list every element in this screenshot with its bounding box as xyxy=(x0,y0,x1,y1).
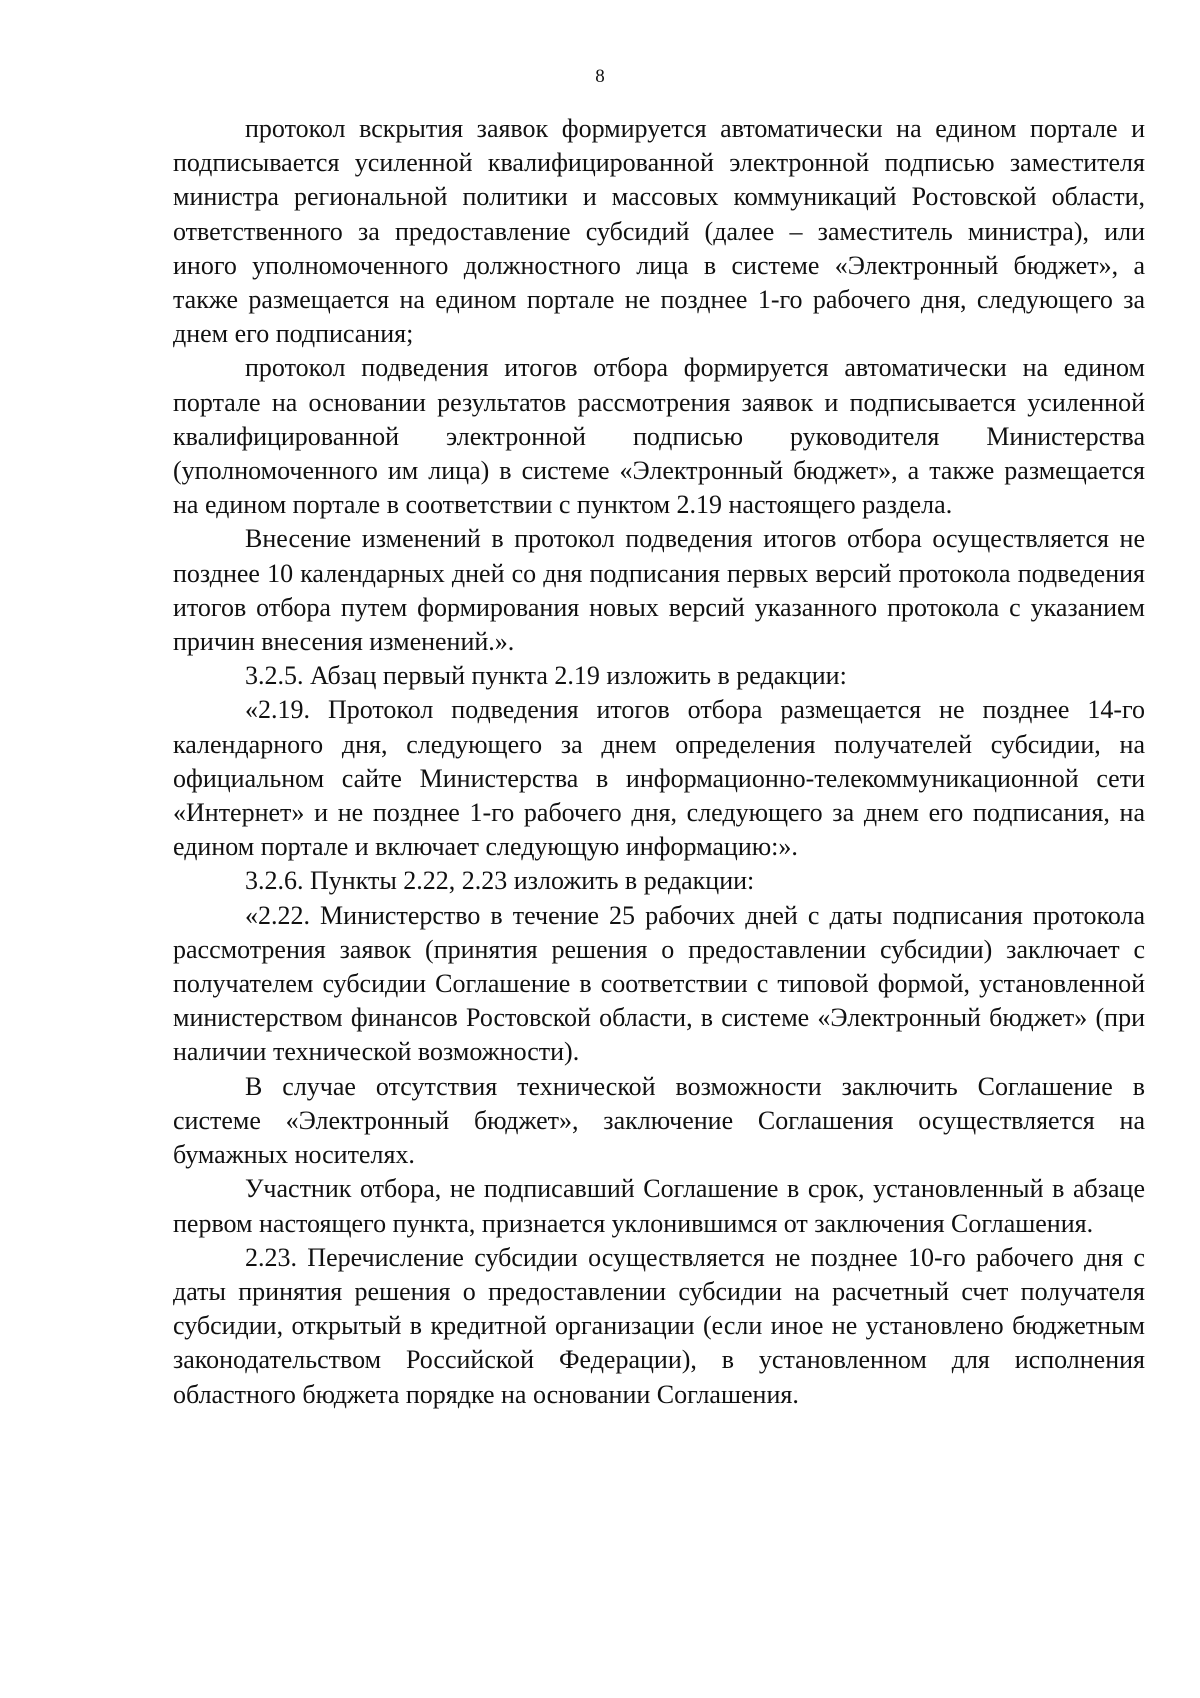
paragraph-protocol-changes: Внесение изменений в протокол подведения итогов отбора осуществляется не позднее 10 календарных дней со дня подписания первых версий протокола подведения итогов отбора путем формирования новых версий указанного протокола с указанием причин внесения изменений.». xyxy=(173,524,1145,657)
paragraph-opening-protocol: протокол вскрытия заявок формируется автоматически на едином портале и подписывается усиленной квалифицированной электронной подписью заместителя министра региональной политики и массовых коммуникаций Ростовской области, ответственного за предоставление субсидий (далее – заместитель министра), или иного уполномоченного должностного лица в системе «Электронный бюджет», а также размещается на едином портале не позднее 1-го рабочего дня, следующего за днем его подписания; xyxy=(173,114,1145,349)
paragraph-3-2-5-heading: 3.2.5. Абзац первый пункта 2.19 изложить в редакции: xyxy=(245,661,847,691)
paragraph-2-19: «2.19. Протокол подведения итогов отбора размещается не позднее 14-го календарного дня, следующего за днем определения получателей субсидии, на официальном сайте Министерства в информационно-телекоммуникационной сети «Интернет» и не позднее 1-го рабочего дня, следующего за днем его подписания, на едином портале и включает следующую информацию:». xyxy=(173,695,1145,862)
paragraph-no-technical-possibility: В случае отсутствия технической возможности заключить Соглашение в системе «Электронный бюджет», заключение Соглашения осуществляется на бумажных носителях. xyxy=(173,1071,1145,1170)
document-body xyxy=(173,112,1145,1412)
paragraph-2-22: «2.22. Министерство в течение 25 рабочих дней с даты подписания протокола рассмотрения заявок (принятия решения о предоставлении субсидии) заключает с получателем субсидии Соглашение в соответствии с типовой формой, установленной министерством финансов Ростовской области, в системе «Электронный бюджет» (при наличии технической возможности). xyxy=(173,900,1145,1067)
paragraph-participant-evasion: Участник отбора, не подписавший Соглашение в срок, установленный в абзаце первом настоящего пункта, признается уклонившимся от заключения Соглашения. xyxy=(173,1174,1145,1238)
paragraph-2-23: 2.23. Перечисление субсидии осуществляется не позднее 10-го рабочего дня с даты принятия решения о предоставлении субсидии на расчетный счет получателя субсидии, открытый в кредитной организации (если иное не установлено бюджетным законодательством Российской Федерации), в установленном для исполнения областного бюджета порядке на основании Соглашения. xyxy=(173,1242,1145,1409)
page-number: 8 xyxy=(595,66,605,87)
paragraph-results-protocol: протокол подведения итогов отбора формируется автоматически на едином портале на основании результатов рассмотрения заявок и подписывается усиленной квалифицированной электронной подписью руководителя Министерства (уполномоченного им лица) в системе «Электронный бюджет», а также размещается на едином портале в соответствии с пунктом 2.19 настоящего раздела. xyxy=(173,353,1145,520)
paragraph-3-2-6-heading: 3.2.6. Пункты 2.22, 2.23 изложить в редакции: xyxy=(245,866,755,896)
